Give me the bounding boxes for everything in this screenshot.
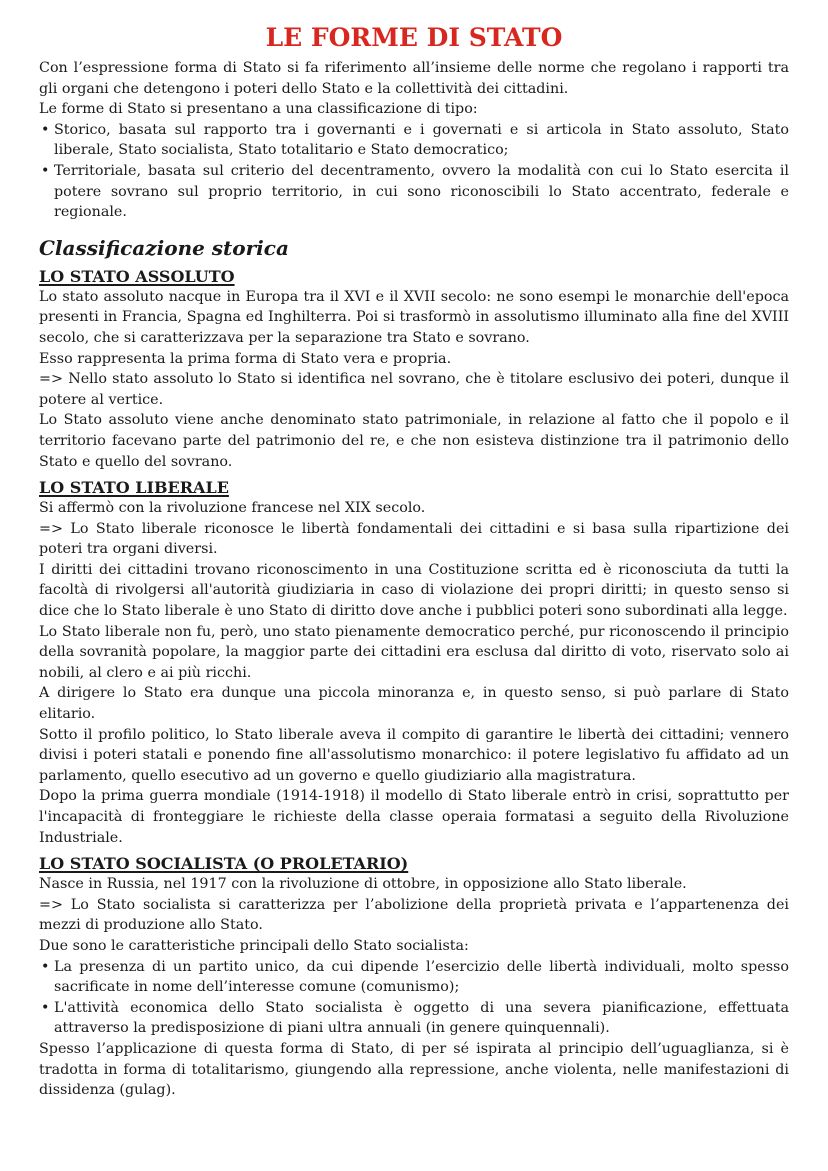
list-item: • Storico, basata sul rapporto tra i governanti e i governati e si articola in Stato assoluto, Stato liberale, Stato socialista, Stato totalitario e Stato democratico; [39,120,789,161]
section-subtitle: Classificazione storica [39,235,289,260]
section-heading: LO STATO LIBERALE [39,478,229,498]
paragraph: Due sono le caratteristiche principali dello Stato socialista: [39,937,469,954]
paragraph: => Lo Stato liberale riconosce le libertà fondamentali dei cittadini e si basa sulla ripartizione dei poteri tra organi diversi. [39,520,789,558]
paragraph: I diritti dei cittadini trovano riconoscimento in una Costituzione scritta ed è riconosciuta da tutti la facoltà di rivolgersi all'autorità giudiziaria in caso di violazione dei propri diritti; in questo senso si dice che lo Stato liberale è uno Stato di diritto dove anche i pubblici poteri sono subordinati alla legge. [39,561,789,620]
paragraph: Si affermò con la rivoluzione francese nel XIX secolo. [39,500,426,517]
paragraph: Nasce in Russia, nel 1917 con la rivoluzione di ottobre, in opposizione allo Stato liberale. [39,876,687,893]
paragraph: Sotto il profilo politico, lo Stato liberale aveva il compito di garantire le libertà dei cittadini; vennero divisi i poteri statali e ponendo fine all'assolutismo monarchico: il potere legislativo fu affidato ad un parlamento, quello esecutivo ad un governo e quello giudiziario alla magistratura. [39,726,789,784]
paragraph: A dirigere lo Stato era dunque una piccola minoranza e, in questo senso, si può parlare di Stato elitario. [39,685,789,723]
socialista-bullet-list [39,957,789,1039]
section-stato-assoluto [39,266,789,472]
list-item: • L'attività economica dello Stato socialista è oggetto di una severa pianificazione, effettuata attraverso la predisposizione di piani ultra annuali (in genere quinquennali). [39,998,789,1039]
intro-section [39,58,789,223]
intro-bullet-list [39,120,789,223]
paragraph: => Nello stato assoluto lo Stato si identifica nel sovrano, che è titolare esclusivo dei poteri, dunque il potere al vertice. [39,371,789,408]
paragraph: Spesso l’applicazione di questa forma di Stato, di per sé ispirata al principio dell’uguaglianza, si è tradotta in forma di totalitarismo, giungendo alla repressione, anche violenta, nelle manifestazioni di dissidenza (gulag). [39,1040,789,1099]
paragraph: => Lo Stato socialista si caratterizza per l’abolizione della proprietà privata e l’appartenenza dei mezzi di produzione allo Stato. [39,896,789,934]
paragraph: Lo stato assoluto nacque in Europa tra il XVI e il XVII secolo: ne sono esempi le monarchie dell'epoca presenti in Francia, Spagna ed Inghilterra. Poi si trasformò in assolutismo illuminato alla fine del XVIII secolo, che si caratterizzava per la separazione tra Stato e sovrano. [39,288,789,346]
section-stato-socialista [39,853,789,1101]
list-item: • Territoriale, basata sul criterio del decentramento, ovvero la modalità con cui lo Stato esercita il potere sovrano sul proprio territorio, in cui sono riconoscibili lo Stato accentrato, federale e regionale. [39,161,789,223]
paragraph: Dopo la prima guerra mondiale (1914-1918) il modello di Stato liberale entrò in crisi, soprattutto per l'incapacità di fronteggiare le richieste della classe operaia formatasi a seguito della Rivoluzione Industriale. [39,788,789,846]
section-heading: LO STATO ASSOLUTO [39,266,235,286]
paragraph: Lo Stato assoluto viene anche denominato stato patrimoniale, in relazione al fatto che il popolo e il territorio facevano parte del patrimonio del re, e che non esisteva distinzione tra il patrimonio dello Stato e quello del sovrano. [39,412,789,470]
paragraph: Esso rappresenta la prima forma di Stato vera e propria. [39,350,452,367]
section-heading: LO STATO SOCIALISTA (O PROLETARIO) [39,854,409,874]
list-item: • La presenza di un partito unico, da cui dipende l’esercizio delle libertà individuali, molto spesso sacrificate in nome dell’interesse comune (comunismo); [39,957,789,998]
intro-paragraph: Le forme di Stato si presentano a una classificazione di tipo: [39,101,478,118]
page-title: LE FORME DI STATO [265,23,563,52]
section-stato-liberale [39,477,789,848]
intro-paragraph: Con l’espressione forma di Stato si fa riferimento all’insieme delle norme che regolano i rapporti tra gli organi che detengono i poteri dello Stato e la collettività dei cittadini. [39,60,789,97]
paragraph: Lo Stato liberale non fu, però, uno stato pienamente democratico perché, pur riconoscendo il principio della sovranità popolare, la maggior parte dei cittadini era esclusa dal diritto di voto, riservato solo ai nobili, al clero e ai più ricchi. [39,623,789,681]
